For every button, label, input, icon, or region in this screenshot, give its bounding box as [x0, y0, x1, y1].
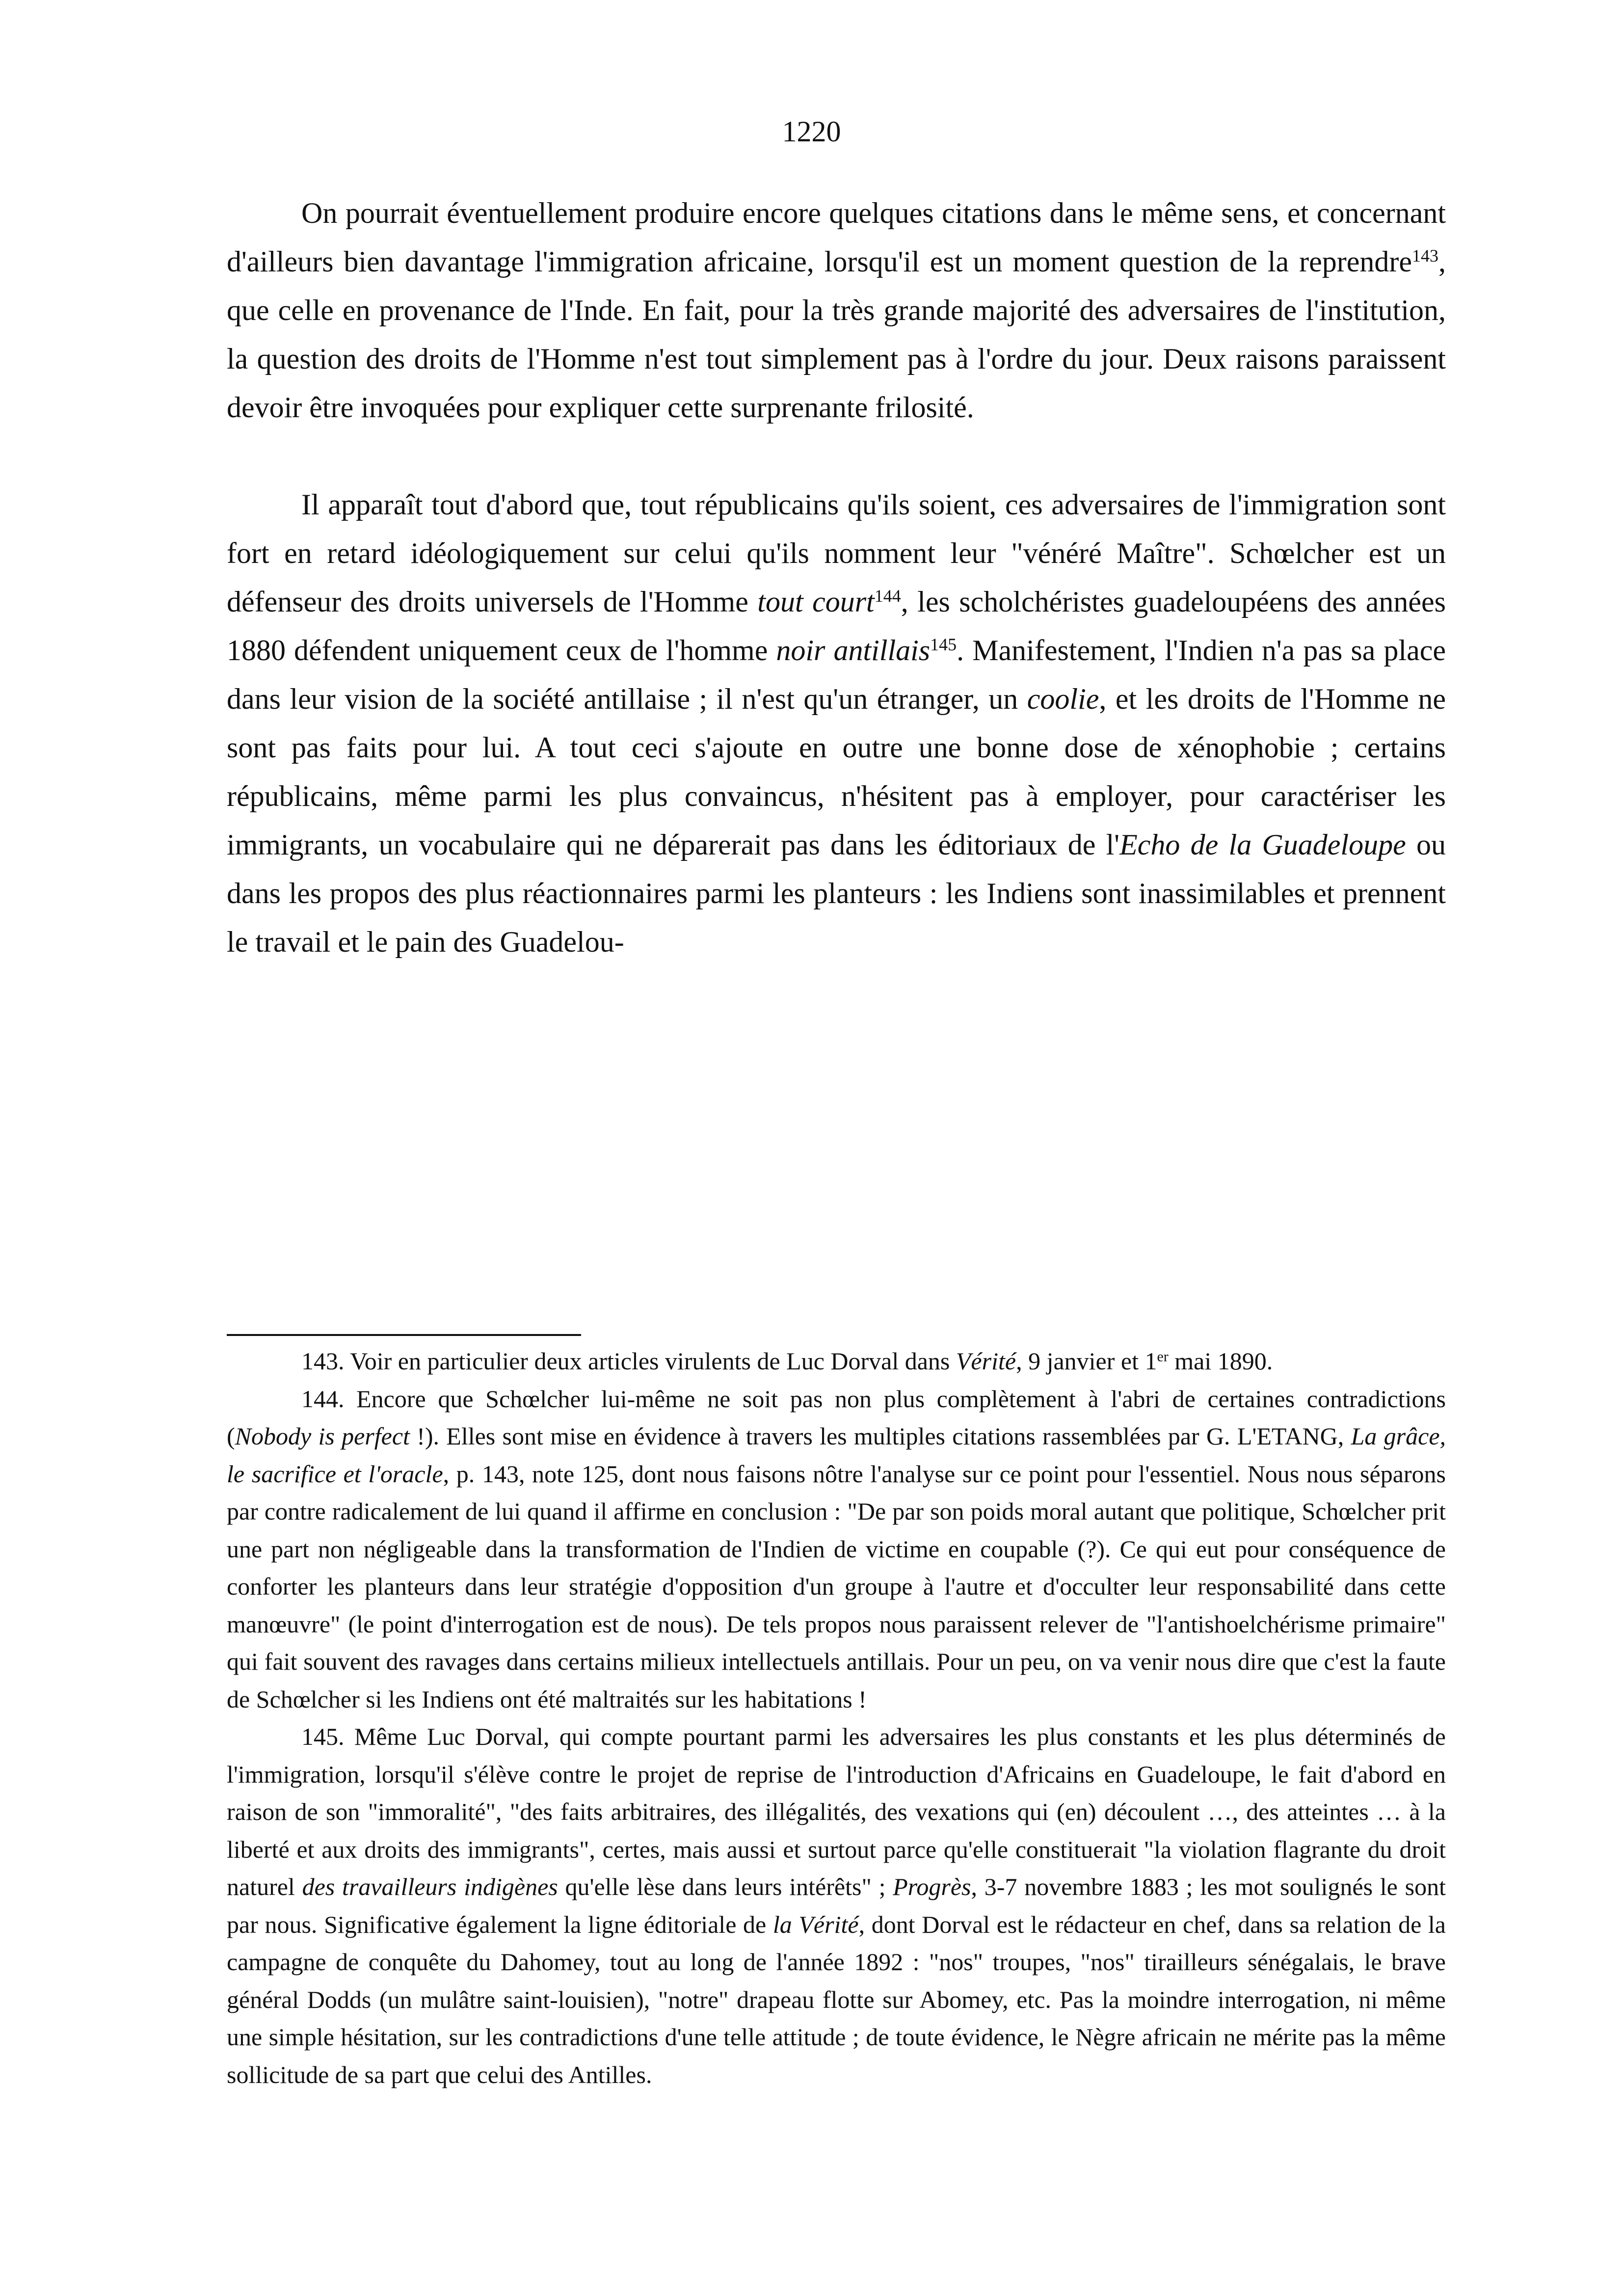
body-text-run: , et les droits de l'Homme ne sont pas faits pour lui. A tout ceci s'ajoute en outre une bonne dose de xénophobie ; certains républicains, même parmi les plus convaincus, n'hésitent pas à employer, pour caractériser les immigrants, un vocabulaire qui ne déparerait pas dans les éditoriaux de l' — [227, 683, 1446, 861]
footnote-text-run: 144. Encore que Schœlcher lui-même ne soit pas non plus complètement à l'abri de certaines contradictions ( — [227, 1385, 1446, 1450]
footnote-text-run: qu'elle lèse dans leurs intérêts" ; — [558, 1873, 893, 1900]
footnote-text-run: !). Elles sont mise en évidence à travers les multiples citations rassemblées par G. L'ETANG, — [409, 1422, 1351, 1450]
footnote-ref-145: 145 — [930, 635, 957, 655]
body-text-run: . Manifestement, l'Indien n'a pas sa place dans leur vision de la société antillaise ; il n'est qu'un étranger, un — [227, 634, 1446, 715]
footnote-text-run: 145. Même Luc Dorval, qui compte pourtant parmi les adversaires les plus constants et les plus déterminés de l'immigration, lorsqu'il s'élève contre le projet de reprise de l'introduction d'Africains en Guadeloupe, le fait d'abord en raison de son "immoralité", "des faits arbitraires, des illégalités, des vexations qui (en) découlent …, des atteintes … à la liberté et aux droits des immigrants", certes, mais aussi et surtout parce qu'elle constituerait "la violation flagrante du droit naturel — [227, 1723, 1446, 1900]
italic-phrase: la Vérité — [772, 1910, 859, 1938]
footnote-144 — [227, 1380, 1446, 1718]
body-paragraph-1 — [227, 189, 1446, 432]
body-text-run: ou dans les propos des plus réactionnaires parmi les planteurs : les Indiens sont inassimilables et prennent le travail et le pain des Guadelou- — [227, 828, 1446, 958]
italic-phrase: Nobody is perfect — [235, 1422, 410, 1450]
footnote-text-run: , dont Dorval est le rédacteur en chef, dans sa relation de la campagne de conquête du Dahomey, tout au long de l'année 1892 : "nos" troupes, "nos" tirailleurs sénégalais, le brave général Dodds (un mulâtre saint-louisien), "notre" drapeau flotte sur Abomey, etc. Pas la moindre interrogation, ni même une simple hésitation, sur les contradictions d'une telle attitude ; de toute évidence, le Nègre africain ne mérite pas la même sollicitude de sa part que celui des Antilles. — [227, 1910, 1446, 2088]
body-text-run: On pourrait éventuellement produire encore quelques citations dans le même sens, et concernant d'ailleurs bien davantage l'immigration africaine, lorsqu'il est un moment question de la reprendre — [227, 197, 1446, 278]
page-number: 1220 — [782, 115, 841, 148]
body-paragraph-2 — [227, 481, 1446, 966]
footnote-separator — [227, 1334, 581, 1336]
footnote-143 — [227, 1342, 1446, 1380]
main-text — [227, 189, 1446, 966]
footnote-145 — [227, 1718, 1446, 2093]
ordinal-superscript: er — [1157, 1348, 1169, 1365]
italic-phrase: Vérité — [956, 1347, 1016, 1375]
italic-phrase: des travailleurs indigènes — [302, 1873, 558, 1900]
body-text-run: , les scholchéristes guadeloupéens des années 1880 défendent uniquement ceux de l'homme — [227, 586, 1446, 667]
footnote-text-run: mai 1890. — [1168, 1347, 1273, 1375]
footnote-text-run: 143. Voir en particulier deux articles virulents de Luc Dorval dans — [301, 1347, 956, 1375]
italic-phrase: noir antillais — [776, 634, 931, 667]
italic-phrase: La grâce, le sacrifice et l'oracle — [227, 1422, 1446, 1488]
body-text-run: , que celle en provenance de l'Inde. En fait, pour la très grande majorité des adversaires de l'institution, la question des droits de l'Homme n'est tout simplement pas à l'ordre du jour. Deux raisons paraissent devoir être invoquées pour expliquer cette surprenante frilosité. — [227, 245, 1446, 424]
italic-phrase: coolie — [1027, 683, 1099, 715]
footnote-ref-143: 143 — [1412, 246, 1438, 266]
footnote-text-run: , p. 143, note 125, dont nous faisons nôtre l'analyse sur ce point pour l'essentiel. Nous nous séparons par contre radicalement de lui quand il affirme en conclusion : "De par son poids moral autant que politique, Schœlcher prit une part non négligeable dans la transformation de l'Indien de victime en coupable (?). Ce qui eut pour conséquence de conforter les planteurs dans leur stratégie d'opposition d'un groupe à l'autre et d'occulter leur responsabilité dans cette manœuvre" (le point d'interrogation est de nous). De tels propos nous paraissent relever de "l'antishoelchérisme primaire" qui fait souvent des ravages dans certains milieux intellectuels antillais. Pour un peu, on va venir nous dire que c'est la faute de Schœlcher si les Indiens ont été maltraités sur les habitations ! — [227, 1460, 1446, 1713]
footnote-text-run: , 3-7 novembre 1883 ; les mot soulignés le sont par nous. Significative également la ligne éditoriale de — [227, 1873, 1446, 1938]
body-text-run: Il apparaît tout d'abord que, tout républicains qu'ils soient, ces adversaires de l'immigration sont fort en retard idéologiquement sur celui qu'ils nomment leur "vénéré Maître". Schœlcher est un défenseur des droits universels de l'Homme — [227, 488, 1446, 618]
footnotes — [227, 1342, 1446, 2093]
italic-phrase: Echo de la Guadeloupe — [1119, 828, 1406, 861]
footnote-text-run: , 9 janvier et 1 — [1016, 1347, 1157, 1375]
italic-phrase: tout court — [757, 586, 875, 618]
italic-phrase: Progrès — [893, 1873, 971, 1900]
footnote-ref-144: 144 — [874, 586, 901, 606]
